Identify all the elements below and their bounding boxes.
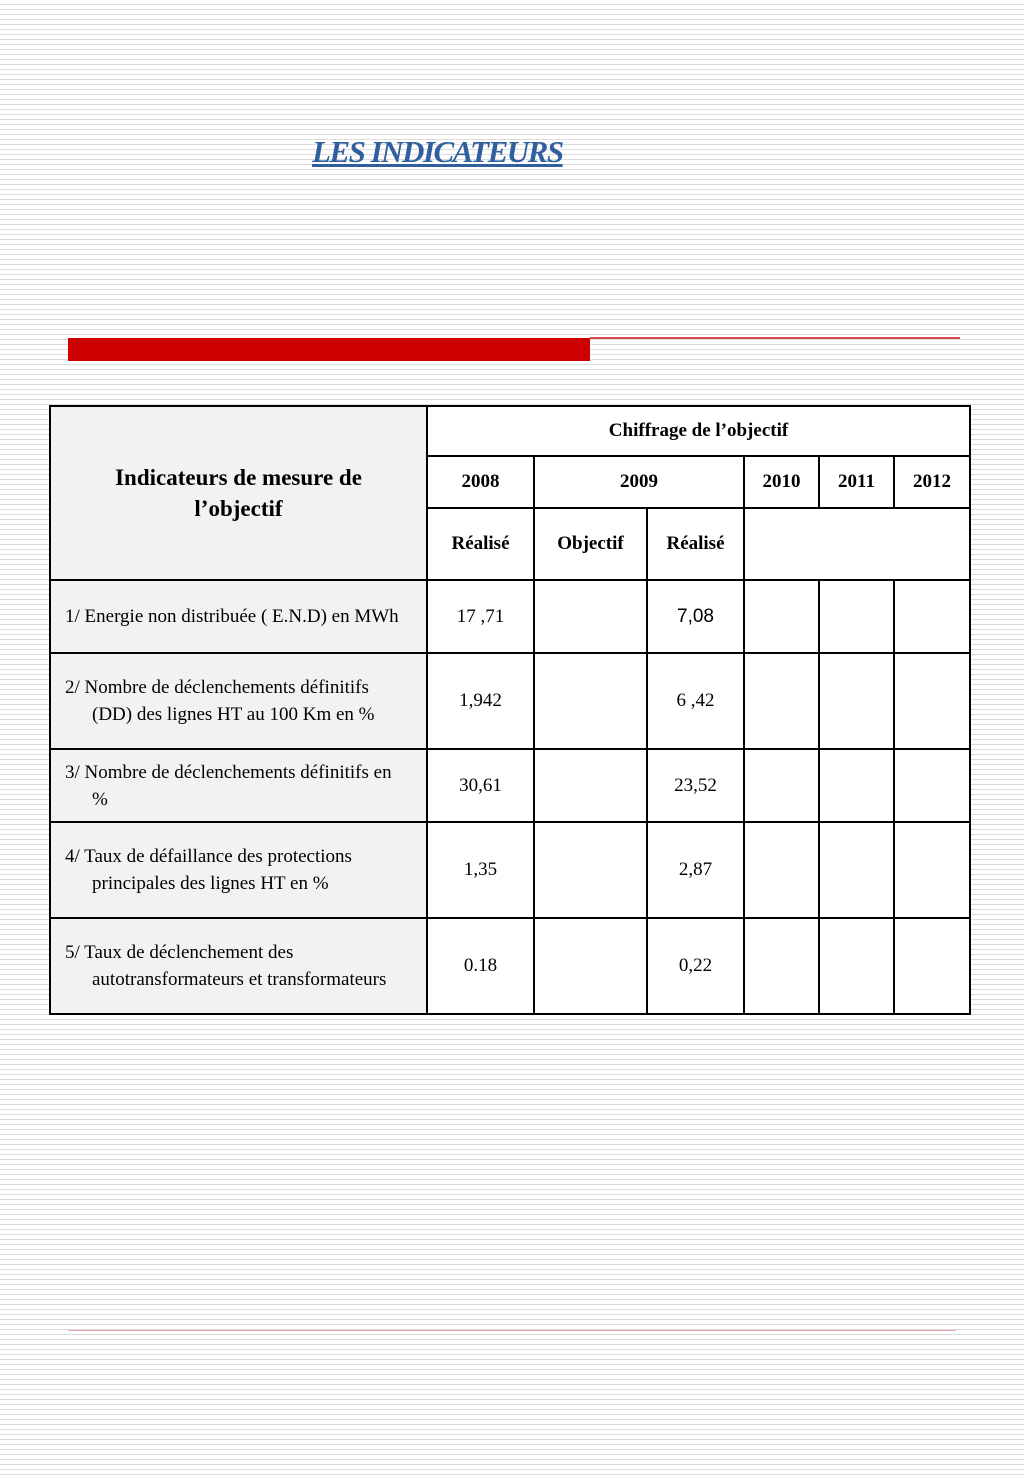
indicators-table [49, 405, 971, 1015]
row-label-text: 3/ Nombre de déclenchements définitifs en % [65, 761, 392, 810]
cell-objectif-2009 [534, 822, 647, 918]
subheader-realise-2009: Réalisé [647, 508, 744, 580]
cell-objectif-2009 [534, 918, 647, 1014]
cell-realise-2009: 7,08 [647, 580, 744, 653]
cell-2012 [894, 918, 970, 1014]
cell-realise-2009: 23,52 [647, 749, 744, 822]
red-accent-bar [68, 338, 590, 361]
cell-2011 [819, 580, 894, 653]
cell-2011 [819, 749, 894, 822]
cell-objectif-2009 [534, 580, 647, 653]
table-row [50, 580, 970, 653]
cell-2010 [744, 822, 819, 918]
cell-2010 [744, 653, 819, 749]
indicators-header-text: Indicateurs de mesure de l’objectif [115, 465, 362, 521]
cell-objectif-2009 [534, 749, 647, 822]
cell-realise-2008: 1,35 [427, 822, 534, 918]
table-row [50, 749, 970, 822]
cell-2010 [744, 580, 819, 653]
subheader-realise-2008: Réalisé [427, 508, 534, 580]
year-2012: 2012 [894, 456, 970, 508]
indicators-header [50, 406, 427, 580]
subheader-objectif-2009: Objectif [534, 508, 647, 580]
row-label [50, 822, 427, 918]
cell-realise-2009: 0,22 [647, 918, 744, 1014]
cell-realise-2008: 30,61 [427, 749, 534, 822]
cell-realise-2009: 2,87 [647, 822, 744, 918]
year-2010: 2010 [744, 456, 819, 508]
table-row [50, 822, 970, 918]
objective-figures-header: Chiffrage de l’objectif [427, 406, 970, 456]
cell-2010 [744, 918, 819, 1014]
year-2009: 2009 [534, 456, 744, 508]
cell-2012 [894, 749, 970, 822]
cell-2012 [894, 822, 970, 918]
cell-2012 [894, 653, 970, 749]
year-2011: 2011 [819, 456, 894, 508]
page-title: LES INDICATEURS [312, 134, 563, 169]
red-accent-line [590, 337, 960, 339]
row-label [50, 653, 427, 749]
cell-2011 [819, 653, 894, 749]
cell-2011 [819, 918, 894, 1014]
cell-realise-2008: 1,942 [427, 653, 534, 749]
footer-divider [68, 1330, 956, 1331]
row-label-text: 5/ Taux de déclenchement des autotransformateurs et transformateurs [65, 942, 387, 990]
subheader-empty [744, 508, 970, 580]
row-label [50, 918, 427, 1014]
row-label-text: 1/ Energie non distribuée ( E.N.D) en MWh [65, 606, 399, 627]
row-label-text: 2/ Nombre de déclenchements définitifs (DD) des lignes HT au 100 Km en % [65, 677, 375, 725]
row-label [50, 580, 427, 653]
cell-realise-2009: 6 ,42 [647, 653, 744, 749]
table-row [50, 918, 970, 1014]
row-label-text: 4/ Taux de défaillance des protections principales des lignes HT en % [65, 846, 352, 894]
cell-2011 [819, 822, 894, 918]
cell-realise-2008: 17 ,71 [427, 580, 534, 653]
table-row [50, 653, 970, 749]
cell-2010 [744, 749, 819, 822]
year-2008: 2008 [427, 456, 534, 508]
row-label [50, 749, 427, 822]
cell-realise-2008: 0.18 [427, 918, 534, 1014]
cell-objectif-2009 [534, 653, 647, 749]
cell-2012 [894, 580, 970, 653]
